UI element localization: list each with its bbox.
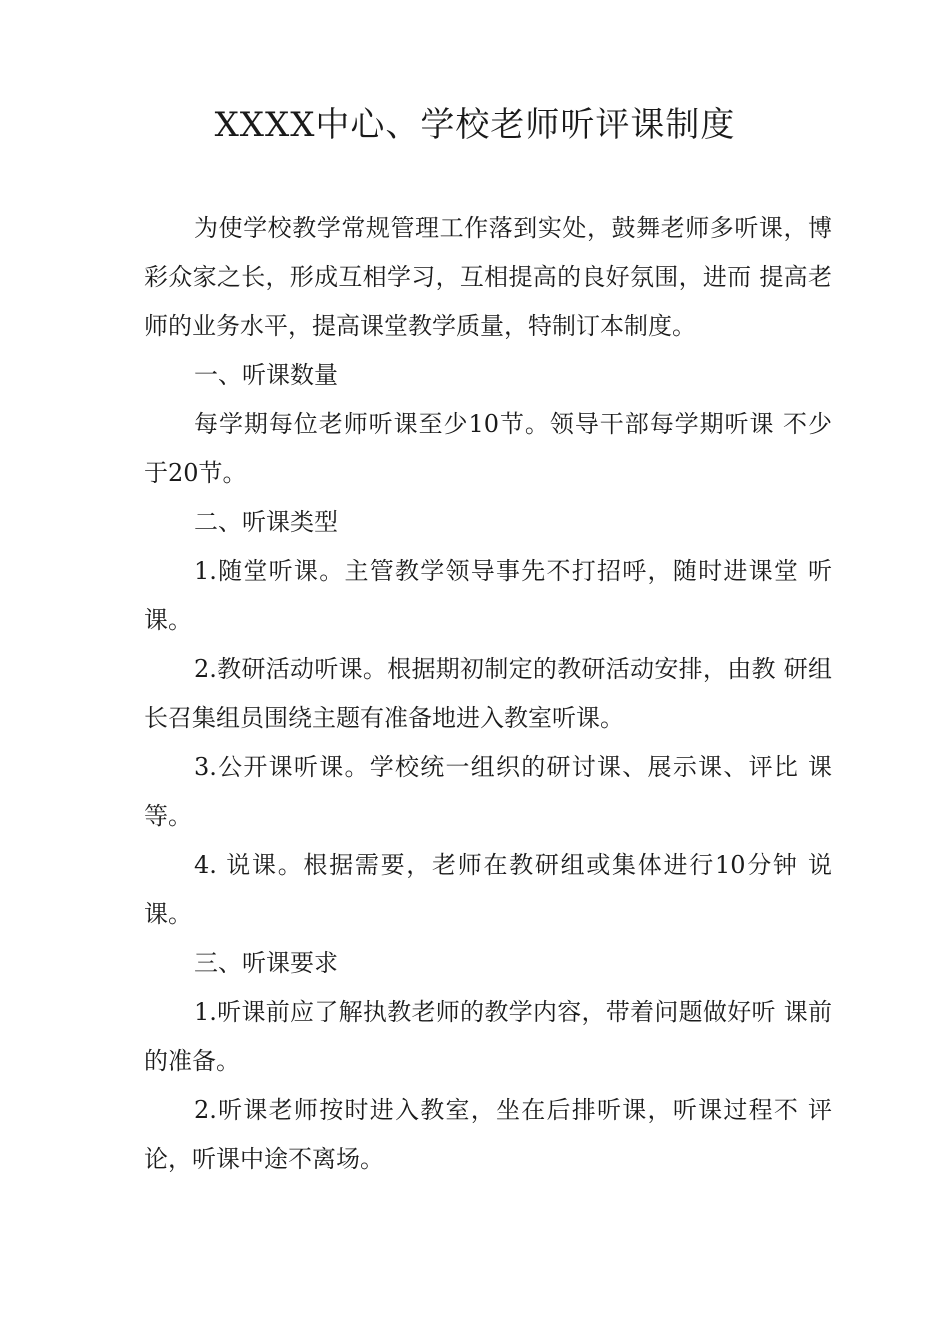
paragraph-listen-count: 每学期每位老师听课至少10节。领导干部每学期听课 不少于20节。	[144, 410, 832, 487]
section-heading-listen-requirements: 三、听课要求	[194, 949, 338, 977]
paragraph-type-4: 4. 说课。根据需要，老师在教研组或集体进行10分钟 说课。	[144, 851, 832, 928]
section-heading-listen-count: 一、听课数量	[194, 361, 338, 389]
paragraph-type-3: 3.公开课听课。学校统一组织的研讨课、展示课、评比 课等。	[144, 753, 832, 830]
paragraph-type-1: 1.随堂听课。主管教学领导事先不打招呼，随时进课堂 听课。	[144, 557, 832, 634]
paragraph-requirement-1: 1.听课前应了解执教老师的教学内容，带着问题做好听 课前的准备。	[144, 998, 832, 1075]
paragraph-type-2: 2.教研活动听课。根据期初制定的教研活动安排，由教 研组长召集组员围绕主题有准备地进入教室听课。	[144, 655, 832, 732]
section-heading-listen-types: 二、听课类型	[194, 508, 338, 536]
document-body	[144, 204, 832, 1184]
paragraph-requirement-2: 2.听课老师按时进入教室，坐在后排听课，听课过程不 评论，听课中途不离场。	[144, 1096, 832, 1173]
intro-paragraph: 为使学校教学常规管理工作落到实处，鼓舞老师多听课，博彩众家之长，形成互相学习，互相提高的良好氛围，进而 提高老师的业务水平，提高课堂教学质量，特制订本制度。	[144, 214, 832, 340]
document-title: XXXX中心、学校老师听评课制度	[214, 105, 736, 145]
